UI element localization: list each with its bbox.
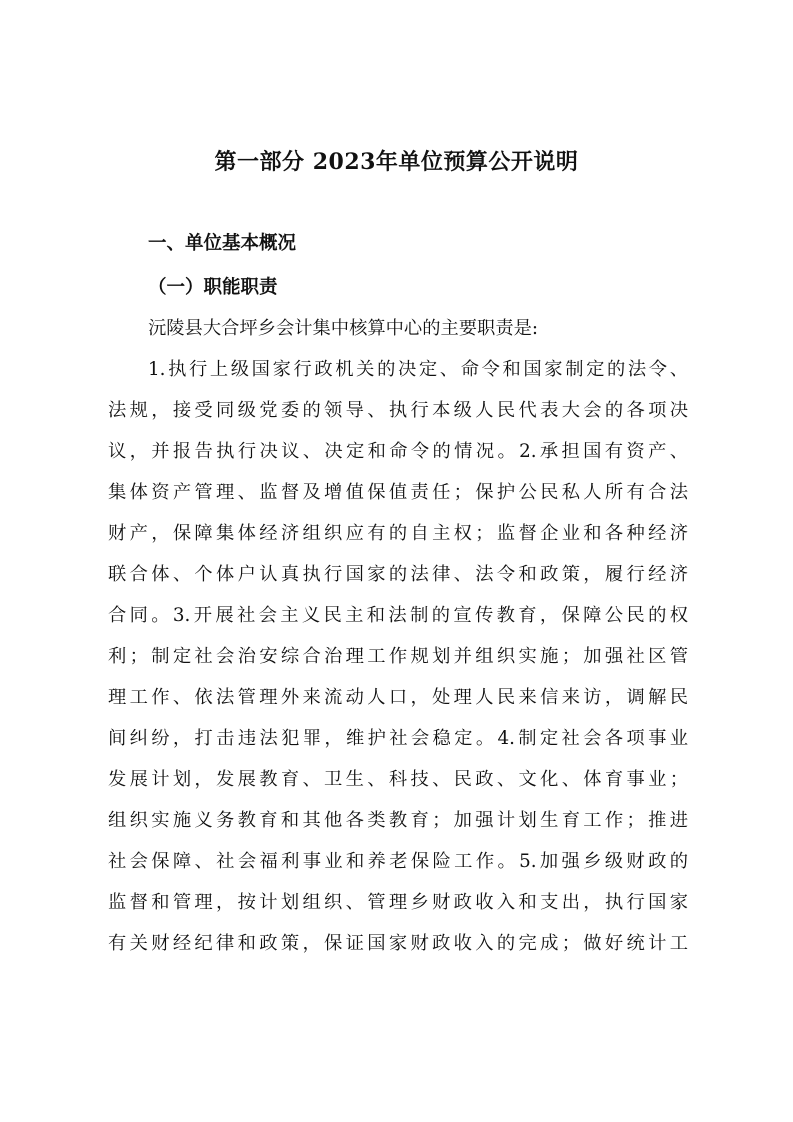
- body-line: 发展计划，发展教育、卫生、科技、民政、文化、体育事业；: [108, 769, 688, 790]
- body-line: 联合体、个体户认真执行国家的法律、法令和政策，履行经济: [108, 564, 688, 585]
- body-line: 财产，保障集体经济组织应有的自主权；监督企业和各种经济: [108, 523, 688, 544]
- document-title: 第一部分 2023年单位预算公开说明: [214, 149, 579, 175]
- section-heading: 一、单位基本概况: [148, 233, 297, 254]
- body-line: 有关财经纪律和政策，保证国家财政收入的完成；做好统计工: [108, 933, 688, 954]
- body-line: 理工作、依法管理外来流动人口，处理人民来信来访，调解民: [108, 687, 688, 708]
- intro-paragraph: 沅陵县大合坪乡会计集中核算中心的主要职责是:: [148, 318, 539, 339]
- body-line: 议，并报告执行决议、决定和命令的情况。2.承担国有资产、: [108, 441, 688, 462]
- body-line: 法规，接受同级党委的领导、执行本级人民代表大会的各项决: [108, 400, 688, 421]
- body-line: 社会保障、社会福利事业和养老保险工作。5.加强乡级财政的: [108, 851, 688, 872]
- body-line: 1.执行上级国家行政机关的决定、命令和国家制定的法令、: [148, 359, 688, 380]
- subsection-heading: （一）职能职责: [148, 277, 278, 298]
- body-line: 组织实施义务教育和其他各类教育；加强计划生育工作；推进: [108, 810, 688, 831]
- body-line: 集体资产管理、监督及增值保值责任；保护公民私人所有合法: [108, 482, 688, 503]
- body-line: 监督和管理，按计划组织、管理乡财政收入和支出，执行国家: [108, 892, 688, 913]
- body-line: 利；制定社会治安综合治理工作规划并组织实施；加强社区管: [108, 646, 688, 667]
- body-line: 合同。3.开展社会主义民主和法制的宣传教育，保障公民的权: [108, 605, 688, 626]
- body-line: 间纠纷，打击违法犯罪，维护社会稳定。4.制定社会各项事业: [108, 728, 688, 749]
